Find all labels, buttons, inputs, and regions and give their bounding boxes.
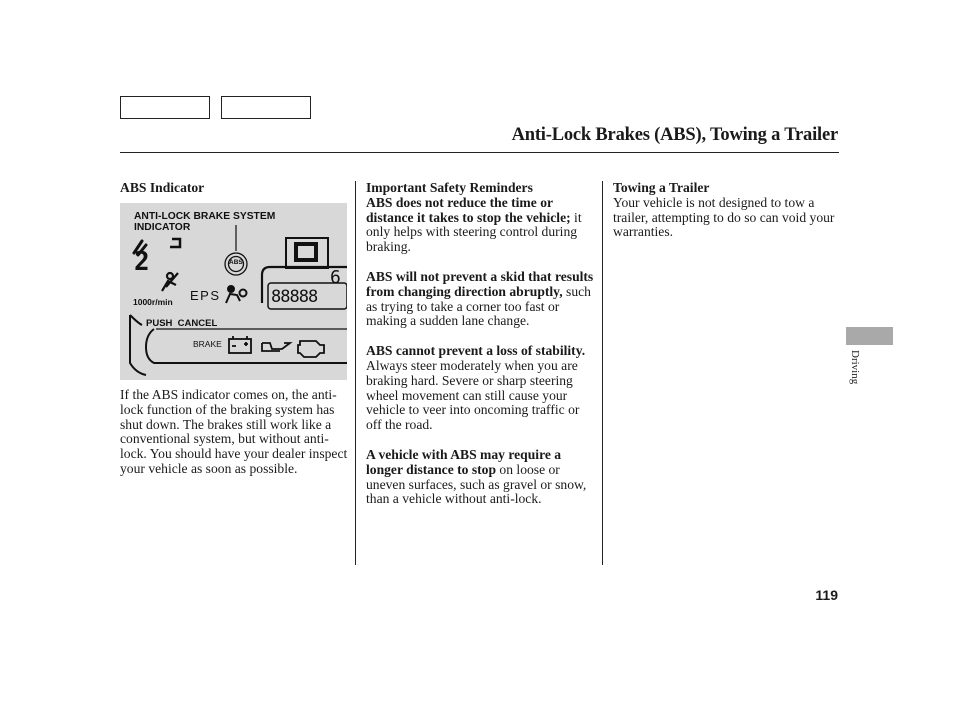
safety-paragraph-3 [366,344,594,433]
push-cancel-text: PUSH CANCEL [146,318,218,329]
safety-reminders-heading: Important Safety Reminders [366,180,533,195]
airbag-warning-icon [226,286,247,303]
abs-indicator-body-block [120,388,348,477]
safety-paragraph-2-text: such as trying to take a corner too fast or making a sudden lane change. [366,283,591,329]
column-safety-reminders [366,181,594,507]
safety-paragraph-1-bold: ABS does not reduce the time or distance it takes to stop the vehicle; [366,194,571,225]
brake-text: BRAKE [193,339,222,349]
gear-digit: 2 [134,247,150,277]
trip-digit: 6 [330,267,341,288]
figure-label-line1: ANTI-LOCK BRAKE SYSTEM [134,211,276,222]
eps-text: EPS [190,288,221,303]
towing-body: Your vehicle is not designed to tow a trailer, attempting to do so can void your warranties. [613,194,835,240]
column-abs-indicator [120,181,348,196]
safety-paragraph-2-bold: ABS will not prevent a skid that results from changing direction abruptly, [366,268,594,299]
check-engine-icon [298,341,324,357]
seatbelt-reminder-icon [162,273,178,291]
safety-paragraph-3-text: Always steer moderately when you are braking hard. Severe or sharp steering wheel movement can still cause your vehicle to veer into oncoming traffic or off the road. [366,357,580,433]
column-divider-2 [602,181,603,565]
safety-paragraph-4 [366,448,594,507]
instrument-panel-figure [120,203,347,380]
section-tab-label: Driving [849,350,861,385]
nav-button-main-menu[interactable] [120,96,210,119]
title-divider [120,152,839,153]
odometer-digits: 88888 [271,287,318,307]
section-tab-driving[interactable] [846,327,893,345]
safety-paragraph-4-text: on loose or uneven surfaces, such as gravel or snow, than a vehicle without anti-lock. [366,461,587,507]
safety-paragraph-2 [366,270,594,329]
towing-heading: Towing a Trailer [613,180,710,195]
nav-button-table-of-contents[interactable] [221,96,311,119]
safety-paragraph-1-text: it only helps with steering control during braking. [366,209,582,255]
abs-icon-text: ABS [229,259,243,266]
safety-paragraph-1 [366,196,594,255]
safety-paragraph-3-bold: ABS cannot prevent a loss of stability. [366,343,586,359]
battery-warning-icon [229,336,251,353]
figure-label-line2: INDICATOR [134,222,191,233]
page-number: 119 [815,587,838,603]
rpm-text: 1000r/min [133,297,173,307]
column-towing [613,181,839,240]
abs-indicator-body: If the ABS indicator comes on, the anti-lock function of the braking system has shut down. The brakes still work like a conventional system, but without anti-lock. You should have your dealer inspect your vehicle as soon as possible. [120,387,348,476]
abs-indicator-heading: ABS Indicator [120,180,205,195]
safety-paragraph-4-bold: A vehicle with ABS may require a longer distance to stop [366,446,562,477]
column-divider-1 [355,181,356,565]
fuel-tick-icon [170,239,180,247]
page-title: Anti-Lock Brakes (ABS), Towing a Trailer [511,125,838,145]
oil-pressure-icon [262,343,290,351]
